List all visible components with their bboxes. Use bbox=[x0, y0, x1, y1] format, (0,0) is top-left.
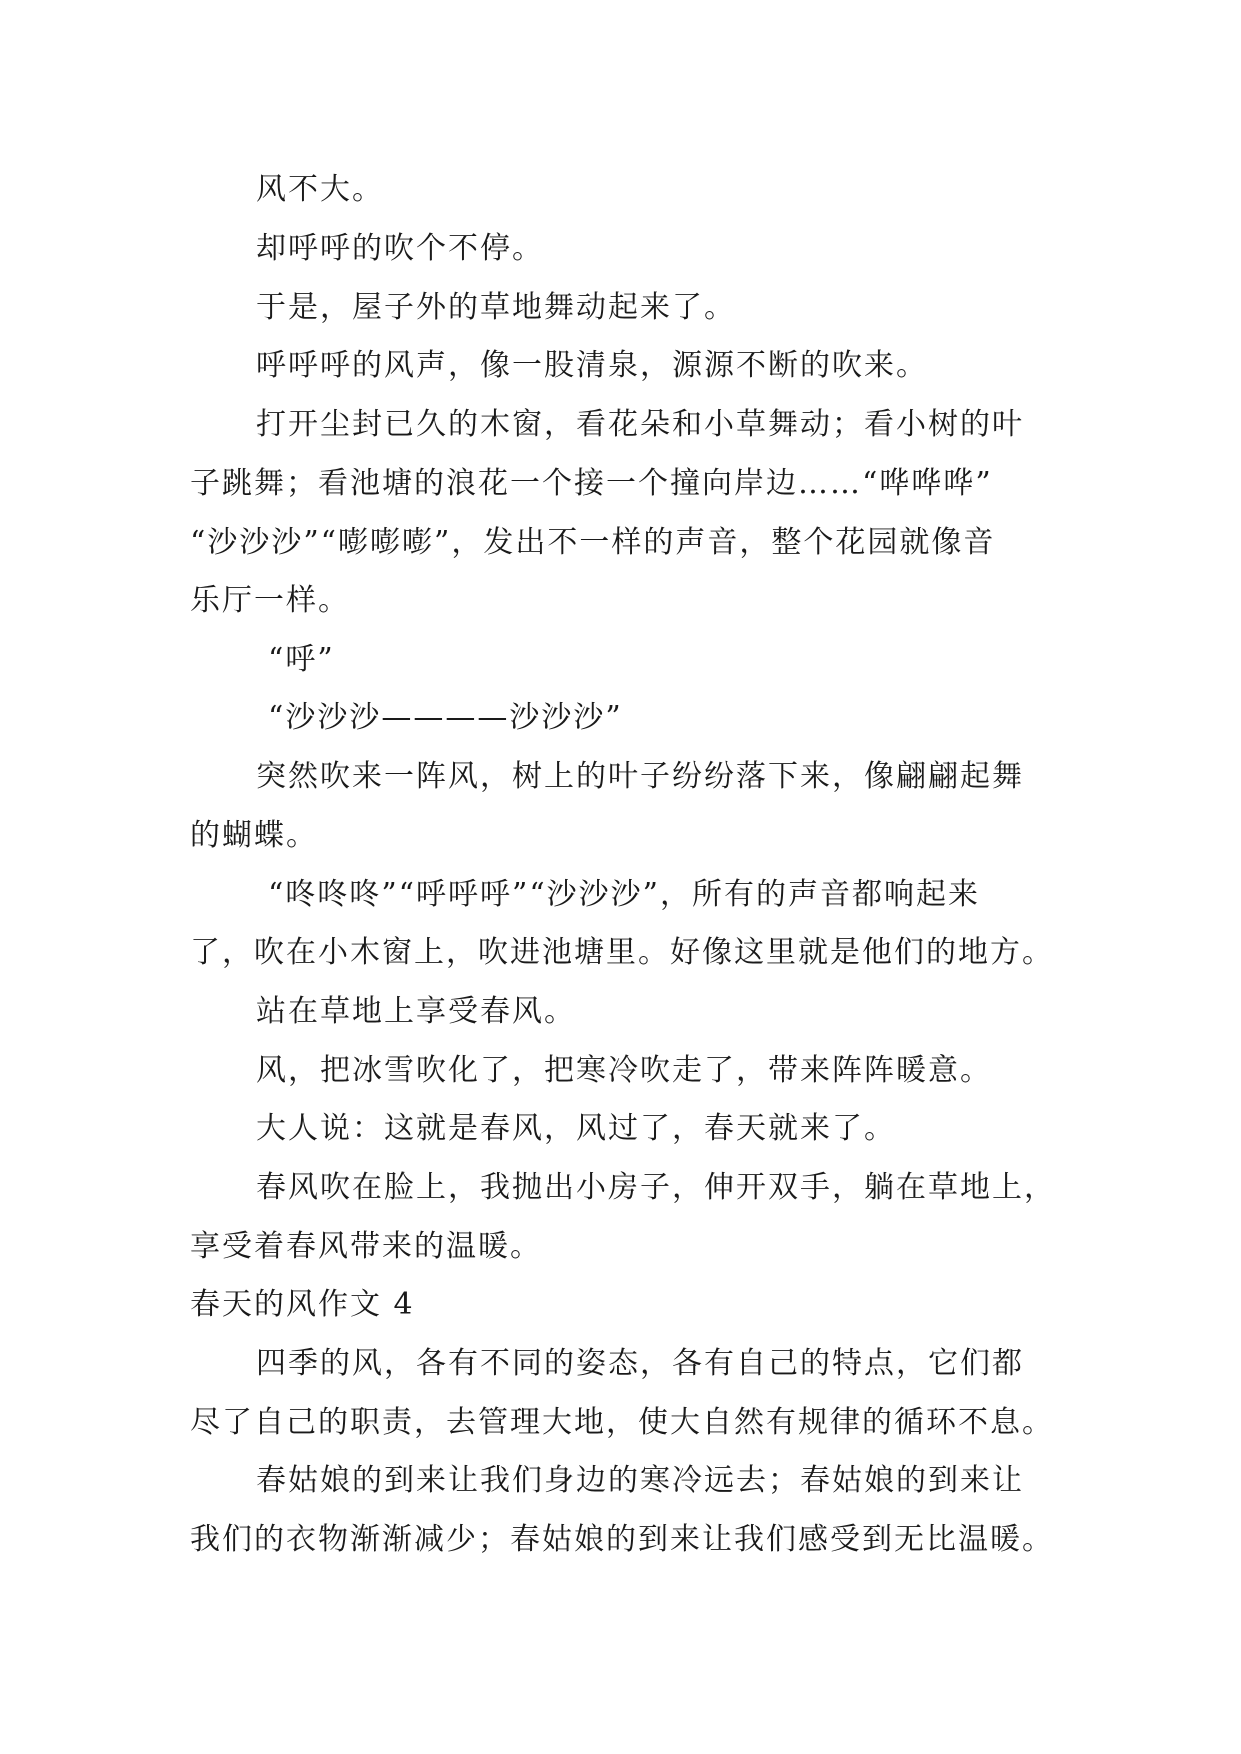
paragraph-line: 呼呼呼的风声，像一股清泉，源源不断的吹来。 bbox=[256, 348, 928, 383]
paragraph-line: 尽了自己的职责，去管理大地，使大自然有规律的循环不息。 bbox=[190, 1405, 1054, 1440]
paragraph-line: “咚咚咚”“呼呼呼”“沙沙沙”，所有的声音都响起来 bbox=[268, 877, 981, 912]
paragraph-line: 子跳舞；看池塘的浪花一个接一个撞向岸边……“哗哗哗” bbox=[190, 466, 993, 501]
paragraph-line: 春风吹在脸上，我抛出小房子，伸开双手，躺在草地上， bbox=[256, 1170, 1056, 1205]
paragraph-line: 四季的风，各有不同的姿态，各有自己的特点，它们都 bbox=[256, 1346, 1024, 1381]
paragraph-line: 我们的衣物渐渐减少；春姑娘的到来让我们感受到无比温暖。 bbox=[190, 1522, 1054, 1557]
paragraph-line: 打开尘封已久的木窗，看花朵和小草舞动；看小树的叶 bbox=[256, 407, 1024, 442]
paragraph-line: “沙沙沙————沙沙沙” bbox=[268, 700, 623, 735]
paragraph-line: 于是，屋子外的草地舞动起来了。 bbox=[256, 290, 736, 325]
paragraph-line: 风，把冰雪吹化了，把寒冷吹走了，带来阵阵暖意。 bbox=[256, 1053, 992, 1088]
paragraph-line: 乐厅一样。 bbox=[190, 583, 350, 618]
paragraph-line: “呼” bbox=[268, 642, 335, 677]
paragraph-line: 站在草地上享受春风。 bbox=[256, 994, 576, 1029]
paragraph-line: “沙沙沙”“嘭嘭嘭”，发出不一样的声音，整个花园就像音 bbox=[190, 525, 996, 560]
paragraph-line: 享受着春风带来的温暖。 bbox=[190, 1229, 542, 1264]
paragraph-line: 大人说：这就是春风，风过了，春天就来了。 bbox=[256, 1111, 896, 1146]
paragraph-line: 的蝴蝶。 bbox=[190, 818, 318, 853]
paragraph-line: 春姑娘的到来让我们身边的寒冷远去；春姑娘的到来让 bbox=[256, 1463, 1024, 1498]
paragraph-line: 风不大。 bbox=[256, 172, 384, 207]
paragraph-line: 了，吹在小木窗上，吹进池塘里。好像这里就是他们的地方。 bbox=[190, 935, 1054, 970]
section-heading: 春天的风作文 4 bbox=[190, 1287, 415, 1322]
paragraph-line: 突然吹来一阵风，树上的叶子纷纷落下来，像翩翩起舞 bbox=[256, 759, 1024, 794]
paragraph-line: 却呼呼的吹个不停。 bbox=[256, 231, 544, 266]
